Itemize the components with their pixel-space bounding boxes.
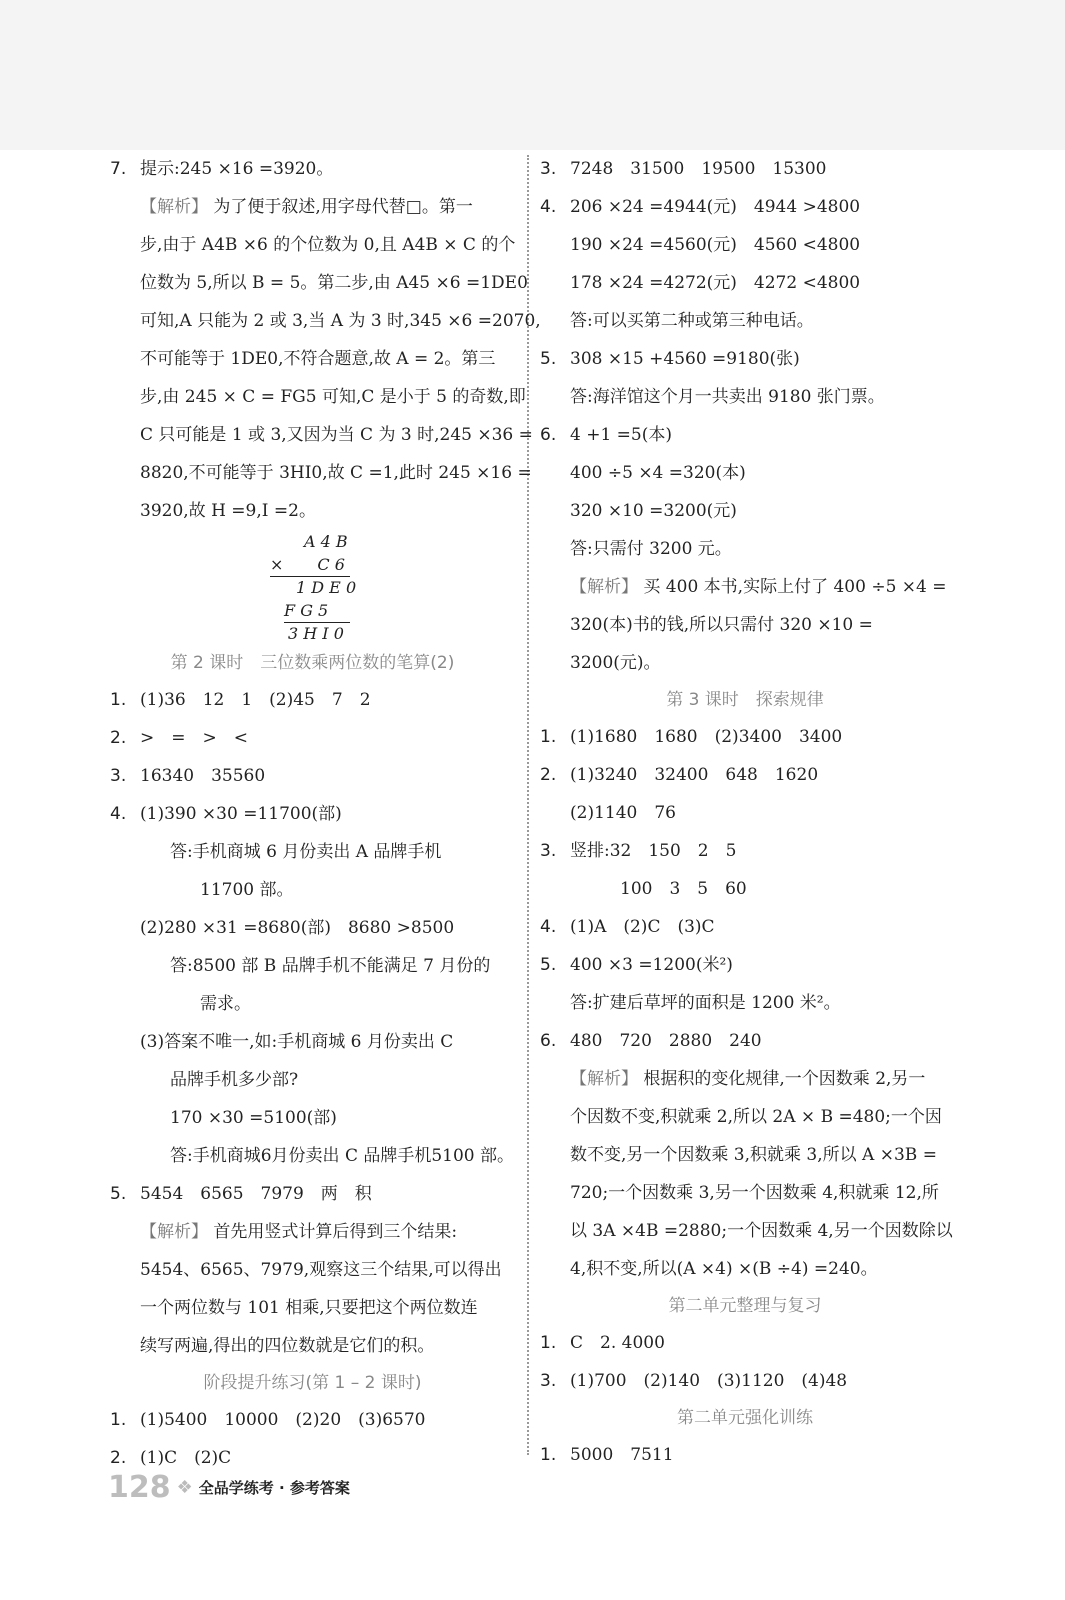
item-number: 2.	[540, 765, 557, 785]
answer-item	[110, 1401, 515, 1439]
item-number: 1.	[540, 727, 557, 747]
answer-item	[540, 1022, 950, 1060]
analysis-tag: 【解析】	[140, 1222, 208, 1242]
analysis-tag: 【解析】	[140, 197, 208, 217]
answer-line: (2)280 ×31 =8680(部) 8680 >8500	[140, 918, 455, 938]
answer-line: 答:手机商城6月份卖出 C 品牌手机5100 部。	[170, 1146, 515, 1166]
answer-line: 答:手机商城 6 月份卖出 A 品牌手机	[170, 842, 442, 862]
answer-line: (2)1140 76	[570, 803, 676, 823]
calc-row	[270, 599, 515, 622]
analysis-line: 8820,不可能等于 3HI0,故 C =1,此时 245 ×16 =	[140, 463, 532, 483]
vertical-multiplication	[110, 530, 515, 645]
answer-text: (1)700 (2)140 (3)1120 (4)48	[570, 1371, 848, 1391]
item-number: 3.	[540, 841, 557, 861]
item-number: 6.	[540, 1031, 557, 1051]
analysis-line: 3920,故 H =9,I =2。	[140, 501, 316, 521]
analysis-line: 不可能等于 1DE0,不符合题意,故 A = 2。第三	[140, 349, 496, 369]
item-number: 3.	[540, 159, 557, 179]
analysis-line	[110, 188, 515, 226]
analysis-line: 步,由 245 × C = FG5 可知,C 是小于 5 的奇数,即	[140, 387, 526, 407]
hint-text: 提示:245 ×16 =3920。	[140, 159, 334, 179]
scan-top-shade	[0, 0, 1065, 150]
answer-item	[540, 756, 950, 794]
item-number: 7.	[110, 159, 127, 179]
answer-item	[110, 757, 515, 795]
analysis-line	[540, 568, 950, 606]
section-heading: 第 3 课时 探索规律	[666, 690, 824, 710]
item-number: 2.	[110, 728, 127, 748]
answer-item	[540, 908, 950, 946]
answer-text: (1)A (2)C (3)C	[570, 917, 715, 937]
analysis-tag: 【解析】	[570, 577, 638, 597]
analysis-tag: 【解析】	[570, 1069, 638, 1089]
page-footer	[108, 1470, 350, 1505]
calc-row: A 4 B	[304, 532, 348, 551]
section-heading: 阶段提升练习(第 1 – 2 课时)	[203, 1373, 422, 1393]
answer-item	[540, 718, 950, 756]
answer-item	[540, 946, 950, 984]
item-number: 3.	[110, 766, 127, 786]
answer-line: 答:只需付 3200 元。	[570, 539, 732, 559]
answer-line: 答:海洋馆这个月一共卖出 9180 张门票。	[570, 387, 885, 407]
answer-line: 答:可以买第二种或第三种电话。	[570, 311, 814, 331]
answer-item	[540, 1324, 950, 1362]
answer-line: 190 ×24 =4560(元) 4560 <4800	[570, 235, 861, 255]
analysis-line: 以 3A ×4B =2880;一个因数乘 4,另一个因数除以	[570, 1221, 953, 1241]
answer-text: 5454 6565 7979 两 积	[140, 1184, 372, 1204]
analysis-text: 为了便于叙述,用字母代替□。第一	[213, 197, 473, 217]
column-divider	[527, 155, 529, 1455]
answer-text: (1)5400 10000 (2)20 (3)6570	[140, 1410, 426, 1430]
answer-text: C 2. 4000	[570, 1333, 665, 1353]
item-number: 6.	[540, 425, 557, 445]
answer-text: (1)3240 32400 648 1620	[570, 765, 819, 785]
answer-text: (1)1680 1680 (2)3400 3400	[570, 727, 843, 747]
analysis-line: 位数为 5,所以 B = 5。第二步,由 A45 ×6 =1DE0	[140, 273, 528, 293]
analysis-text: 买 400 本书,实际上付了 400 ÷5 ×4 =	[643, 577, 947, 597]
analysis-line: 5454、6565、7979,观察这三个结果,可以得出	[140, 1260, 502, 1280]
item-number: 1.	[540, 1445, 557, 1465]
answer-text: (1)390 ×30 =11700(部)	[140, 804, 342, 824]
item-number: 1.	[110, 690, 127, 710]
answer-item	[110, 719, 515, 757]
analysis-line	[540, 1060, 950, 1098]
analysis-line: 续写两遍,得出的四位数就是它们的积。	[140, 1336, 435, 1356]
answer-text: 5000 7511	[570, 1445, 674, 1465]
answer-item	[110, 150, 515, 188]
item-number: 1.	[110, 1410, 127, 1430]
book-title: 全品学练考 · 参考答案	[198, 1479, 350, 1497]
analysis-line: 个因数不变,积就乘 2,所以 2A × B =480;一个因	[570, 1107, 942, 1127]
answer-line: 11700 部。	[200, 880, 294, 900]
answer-line: 答:8500 部 B 品牌手机不能满足 7 月份的	[170, 956, 491, 976]
answer-line: 170 ×30 =5100(部)	[170, 1108, 337, 1128]
answer-item	[540, 1362, 950, 1400]
answer-item	[110, 1175, 515, 1213]
answer-item	[540, 416, 950, 454]
section-heading: 第 2 课时 三位数乘两位数的笔算(2)	[170, 653, 455, 673]
analysis-text: 首先用竖式计算后得到三个结果:	[213, 1222, 458, 1242]
item-number: 5.	[540, 349, 557, 369]
diamond-icon: ❖	[176, 1477, 193, 1498]
item-number: 4.	[540, 197, 557, 217]
analysis-line: 数不变,另一个因数乘 3,积就乘 3,所以 A ×3B =	[570, 1145, 937, 1165]
answer-line: 品牌手机多少部?	[170, 1070, 299, 1090]
answer-text: 308 ×15 +4560 =9180(张)	[570, 349, 800, 369]
answer-text: 7248 31500 19500 15300	[570, 159, 827, 179]
item-number: 4.	[110, 804, 127, 824]
left-column	[110, 150, 541, 1477]
section-heading: 第二单元强化训练	[677, 1408, 813, 1428]
answer-item	[540, 340, 950, 378]
answer-text: 4 +1 =5(本)	[570, 425, 673, 445]
answer-line: 178 ×24 =4272(元) 4272 <4800	[570, 273, 861, 293]
answer-text: (1)C (2)C	[140, 1448, 232, 1468]
answer-item	[540, 832, 950, 870]
answer-text: 400 ×3 =1200(米²)	[570, 955, 733, 975]
calc-row	[270, 553, 515, 576]
answer-text: 16340 35560	[140, 766, 266, 786]
item-number: 4.	[540, 917, 557, 937]
calc-operator: ×	[270, 555, 284, 574]
answer-line: 320 ×10 =3200(元)	[570, 501, 737, 521]
answer-line: 需求。	[200, 994, 251, 1014]
answer-line: (3)答案不唯一,如:手机商城 6 月份卖出 C	[140, 1032, 454, 1052]
item-number: 5.	[110, 1184, 127, 1204]
analysis-line: 320(本)书的钱,所以只需付 320 ×10 =	[570, 615, 873, 635]
page-number: 128	[108, 1470, 171, 1505]
analysis-line: 步,由于 A4B ×6 的个位数为 0,且 A4B × C 的个	[140, 235, 516, 255]
answer-item	[540, 150, 950, 188]
answer-item	[540, 1436, 950, 1474]
answer-text: > = > <	[140, 728, 248, 748]
answer-text: (1)36 12 1 (2)45 7 2	[140, 690, 371, 710]
calc-text: F G 5	[284, 599, 350, 623]
answer-line: 100 3 5 60	[620, 879, 747, 899]
answer-line: 答:扩建后草坪的面积是 1200 米²。	[570, 993, 841, 1013]
analysis-line: 可知,A 只能为 2 或 3,当 A 为 3 时,345 ×6 =2070,	[140, 311, 541, 331]
answer-text: 竖排:32 150 2 5	[570, 841, 737, 861]
answer-text: 480 720 2880 240	[570, 1031, 762, 1051]
analysis-line: 720;一个因数乘 3,另一个因数乘 4,积就乘 12,所	[570, 1183, 939, 1203]
section-heading: 第二单元整理与复习	[668, 1296, 822, 1316]
calc-row: 1 D E 0	[296, 578, 357, 597]
calc-text: C 6	[317, 555, 345, 574]
analysis-line: C 只可能是 1 或 3,又因为当 C 为 3 时,245 ×36 =	[140, 425, 533, 445]
calc-row: 3 H I 0	[288, 624, 344, 643]
answer-item	[110, 681, 515, 719]
analysis-line: 一个两位数与 101 相乘,只要把这个两位数连	[140, 1298, 478, 1318]
item-number: 5.	[540, 955, 557, 975]
analysis-text: 根据积的变化规律,一个因数乘 2,另一	[643, 1069, 926, 1089]
answer-item	[540, 188, 950, 226]
item-number: 3.	[540, 1371, 557, 1391]
answer-line: 400 ÷5 ×4 =320(本)	[570, 463, 746, 483]
item-number: 1.	[540, 1333, 557, 1353]
analysis-line	[110, 1213, 515, 1251]
right-column	[540, 150, 953, 1474]
analysis-line: 3200(元)。	[570, 653, 661, 673]
item-number: 2.	[110, 1448, 127, 1468]
answer-text: 206 ×24 =4944(元) 4944 >4800	[570, 197, 861, 217]
answer-item	[110, 795, 515, 833]
analysis-line: 4,积不变,所以(A ×4) ×(B ÷4) =240。	[570, 1259, 878, 1279]
